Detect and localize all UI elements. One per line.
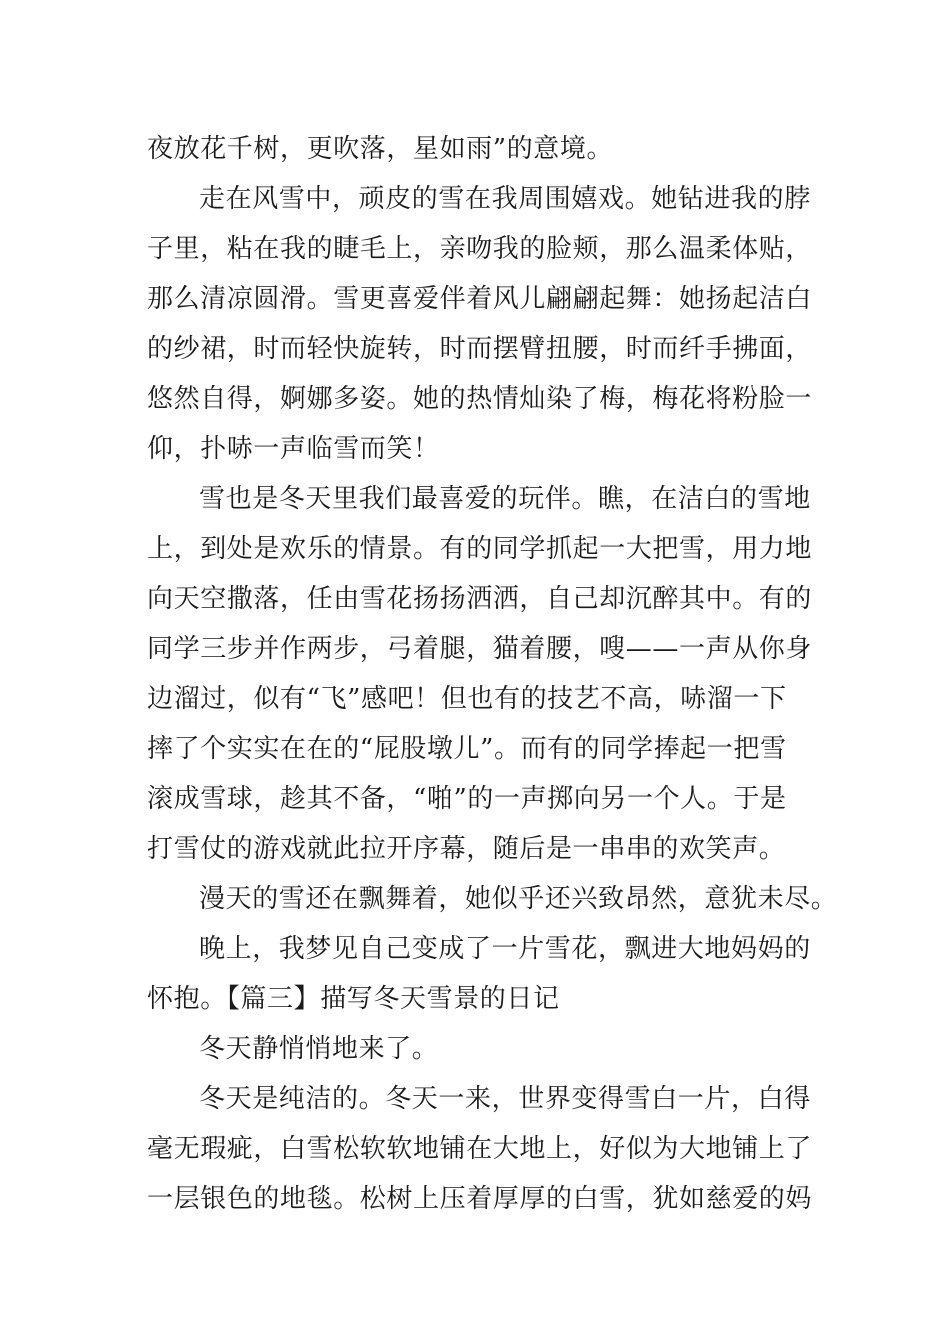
- text-line: 滚成雪球，趁其不备，“啪”的一声掷向另一个人。于是: [147, 784, 787, 814]
- document-body: [147, 124, 838, 1224]
- text-line: 摔了个实实在在的“屁股墩儿”。而有的同学捧起一把雪: [147, 734, 787, 764]
- text-line: 冬天静悄悄地来了。: [199, 1034, 439, 1064]
- text-line: 仰，扑哧一声临雪而笑！: [147, 434, 440, 464]
- text-line: 打雪仗的游戏就此拉开序幕，随后是一串串的欢笑声。: [147, 834, 786, 864]
- text-line: 向天空撒落，任由雪花扬扬洒洒，自己却沉醉其中。有的: [147, 584, 813, 614]
- text-line: 漫天的雪还在飘舞着，她似乎还兴致昂然，意犹未尽。: [199, 884, 838, 914]
- text-line: 毫无瑕疵，白雪松软软地铺在大地上，好似为大地铺上了: [147, 1134, 813, 1164]
- text-line: 上，到处是欢乐的情景。有的同学抓起一大把雪，用力地: [147, 534, 813, 564]
- text-line: 的纱裙，时而轻快旋转，时而摆臂扭腰，时而纤手拂面，: [147, 334, 813, 364]
- text-line: 边溜过，似有“飞”感吧！但也有的技艺不高，哧溜一下: [147, 684, 787, 714]
- text-line: 同学三步并作两步，弓着腿，猫着腰，嗖——一声从你身: [147, 634, 813, 664]
- text-line: 雪也是冬天里我们最喜爱的玩伴。瞧，在洁白的雪地: [199, 484, 811, 514]
- text-line: 子里，粘在我的睫毛上，亲吻我的脸颊，那么温柔体贴，: [147, 234, 813, 264]
- text-line: 晚上，我梦见自己变成了一片雪花，飘进大地妈妈的: [199, 934, 811, 964]
- text-line: 一层银色的地毯。松树上压着厚厚的白雪，犹如慈爱的妈: [147, 1184, 813, 1214]
- text-line: 冬天是纯洁的。冬天一来，世界变得雪白一片，白得: [199, 1084, 811, 1114]
- text-line: 走在风雪中，顽皮的雪在我周围嬉戏。她钻进我的脖: [199, 184, 811, 214]
- text-line: 怀抱。【篇三】描写冬天雪景的日记: [147, 984, 560, 1014]
- text-line: 那么清凉圆滑。雪更喜爱伴着风儿翩翩起舞：她扬起洁白: [147, 284, 813, 314]
- text-line: 悠然自得，婀娜多姿。她的热情灿染了梅，梅花将粉脸一: [147, 384, 813, 414]
- text-line: 夜放花千树，更吹落，星如雨”的意境。: [147, 134, 614, 164]
